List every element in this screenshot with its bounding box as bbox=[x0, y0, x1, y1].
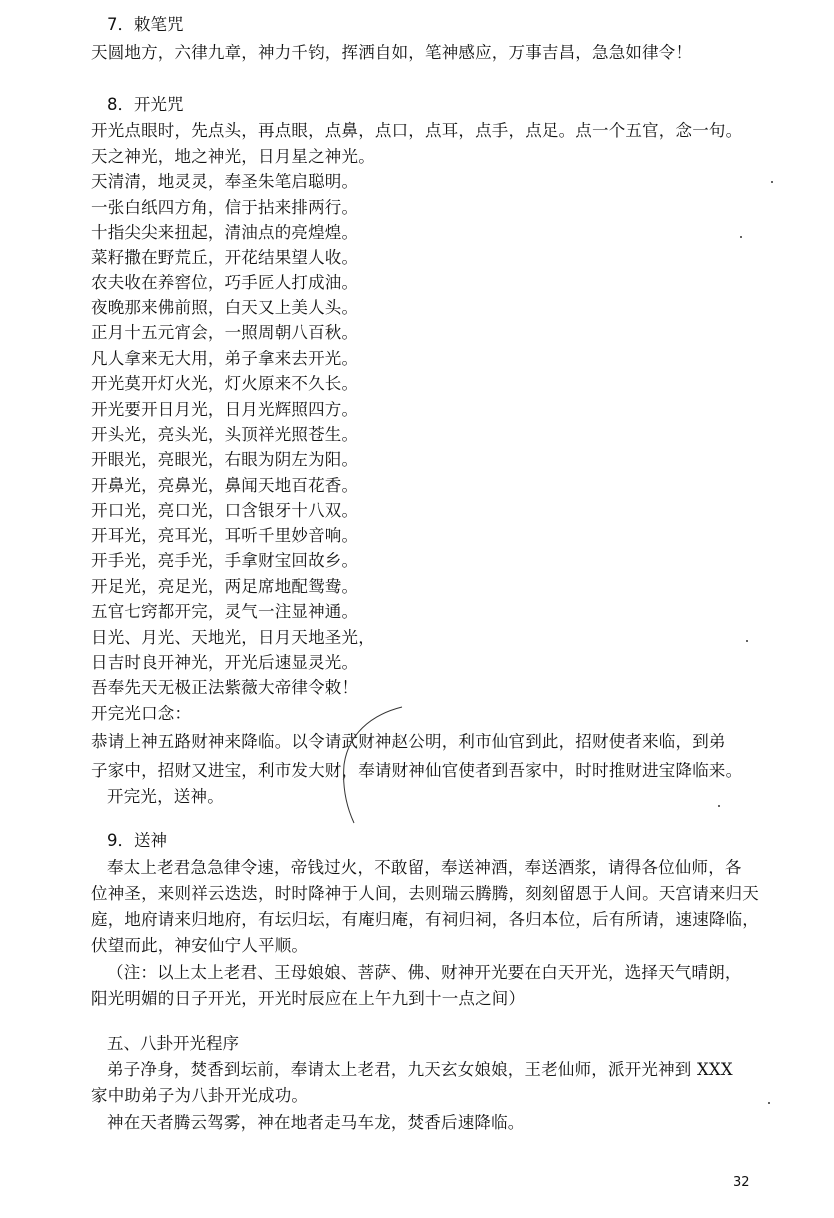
section-8-line: 开光点眼时，先点头，再点眼，点鼻，点口，点耳，点手，点足。点一个五官，念一句。 bbox=[91, 121, 743, 140]
section-8-line: 恭请上神五路财神来降临。以令请武财神赵公明，利市仙官到此，招财使者来临，到弟 bbox=[91, 732, 726, 751]
pen-scribble-mark bbox=[330, 705, 410, 825]
section-5-line: 弟子净身，焚香到坛前，奉请太上老君，九天玄女娘娘，王老仙师，派开光神到 XXX bbox=[107, 1060, 733, 1079]
section-9-line: 庭，地府请来归地府，有坛归坛，有庵归庵，有祠归祠，各归本位，后有所请，速速降临， bbox=[91, 910, 759, 929]
section-8-line: 十指尖尖来扭起，清油点的亮煌煌。 bbox=[91, 223, 359, 242]
section-8-line: 天清清，地灵灵，奉圣朱笔启聪明。 bbox=[91, 172, 359, 191]
section-8-line: 开光莫开灯火光，灯火原来不久长。 bbox=[91, 374, 359, 393]
section-8-line: 一张白纸四方角，信于拈来排两行。 bbox=[91, 198, 359, 217]
scan-speck bbox=[740, 236, 742, 238]
section-9-heading: 9．送神 bbox=[107, 831, 167, 850]
page-number: 32 bbox=[733, 1175, 750, 1190]
section-8-line: 开光要开日月光，日月光辉照四方。 bbox=[91, 400, 359, 419]
section-8-line: 开手光，亮手光，手拿财宝回故乡。 bbox=[91, 551, 359, 570]
section-7-heading: 7．敕笔咒 bbox=[107, 15, 184, 34]
section-5-heading: 五、八卦开光程序 bbox=[107, 1034, 239, 1053]
section-9-note: （注：以上太上老君、王母娘娘、菩萨、佛、财神开光要在白天开光，选择天气晴朗， bbox=[107, 963, 742, 982]
section-8-line: 开完光口念： bbox=[91, 704, 192, 723]
section-8-line: 开完光，送神。 bbox=[107, 787, 224, 806]
section-8-line: 五官七窍都开完，灵气一注显神通。 bbox=[91, 602, 359, 621]
section-8-line: 天之神光，地之神光，日月星之神光。 bbox=[91, 147, 375, 166]
section-7-line: 天圆地方，六律九章，神力千钧，挥洒自如，笔神感应，万事吉昌，急急如律令！ bbox=[91, 43, 693, 62]
section-8-line: 凡人拿来无大用，弟子拿来去开光。 bbox=[91, 349, 359, 368]
section-5-line: 神在天者腾云驾雾，神在地者走马车龙，焚香后速降临。 bbox=[107, 1113, 525, 1132]
scan-speck bbox=[768, 1102, 770, 1104]
section-9-line: 伏望而此，神安仙宁人平顺。 bbox=[91, 936, 309, 955]
section-9-note: 阳光明媚的日子开光，开光时辰应在上午九到十一点之间） bbox=[91, 989, 526, 1008]
section-8-line: 正月十五元宵会，一照周朝八百秋。 bbox=[91, 323, 359, 342]
scan-speck bbox=[771, 181, 773, 183]
section-8-line: 日吉时良开神光，开光后速显灵光。 bbox=[91, 653, 359, 672]
section-8-line: 农夫收在养窖位，巧手匠人打成油。 bbox=[91, 273, 359, 292]
section-8-line: 开头光，亮头光，头顶祥光照苍生。 bbox=[91, 425, 359, 444]
section-9-line: 奉太上老君急急律令速，帝钱过火，不敢留，奉送神酒，奉送酒浆，请得各位仙师，各 bbox=[107, 858, 742, 877]
section-8-line: 开眼光，亮眼光，右眼为阴左为阳。 bbox=[91, 450, 359, 469]
section-8-line: 开耳光，亮耳光，耳听千里妙音响。 bbox=[91, 526, 359, 545]
section-8-line: 夜晚那来佛前照，白天又上美人头。 bbox=[91, 298, 359, 317]
section-8-line: 开鼻光，亮鼻光，鼻闻天地百花香。 bbox=[91, 476, 359, 495]
scan-speck bbox=[746, 640, 748, 642]
section-9-line: 位神圣，来则祥云迭迭，时时降神于人间，去则瑞云腾腾，刻刻留恩于人间。天宫请来归天 bbox=[91, 884, 759, 903]
section-8-line: 吾奉先天无极正法紫薇大帝律令敕！ bbox=[91, 678, 359, 697]
section-5-line: 家中助弟子为八卦开光成功。 bbox=[91, 1086, 309, 1105]
section-8-line: 菜籽撒在野荒丘，开花结果望人收。 bbox=[91, 248, 359, 267]
section-8-line: 子家中，招财又进宝，利市发大财，奉请财神仙官使者到吾家中，时时推财进宝降临来。 bbox=[91, 761, 743, 780]
section-8-line: 开足光，亮足光，两足席地配鸳鸯。 bbox=[91, 577, 359, 596]
section-8-line: 开口光，亮口光，口含银牙十八双。 bbox=[91, 501, 359, 520]
section-8-line: 日光、月光、天地光，日月天地圣光， bbox=[91, 628, 375, 647]
section-8-heading: 8．开光咒 bbox=[107, 95, 184, 114]
scan-speck bbox=[718, 805, 720, 807]
